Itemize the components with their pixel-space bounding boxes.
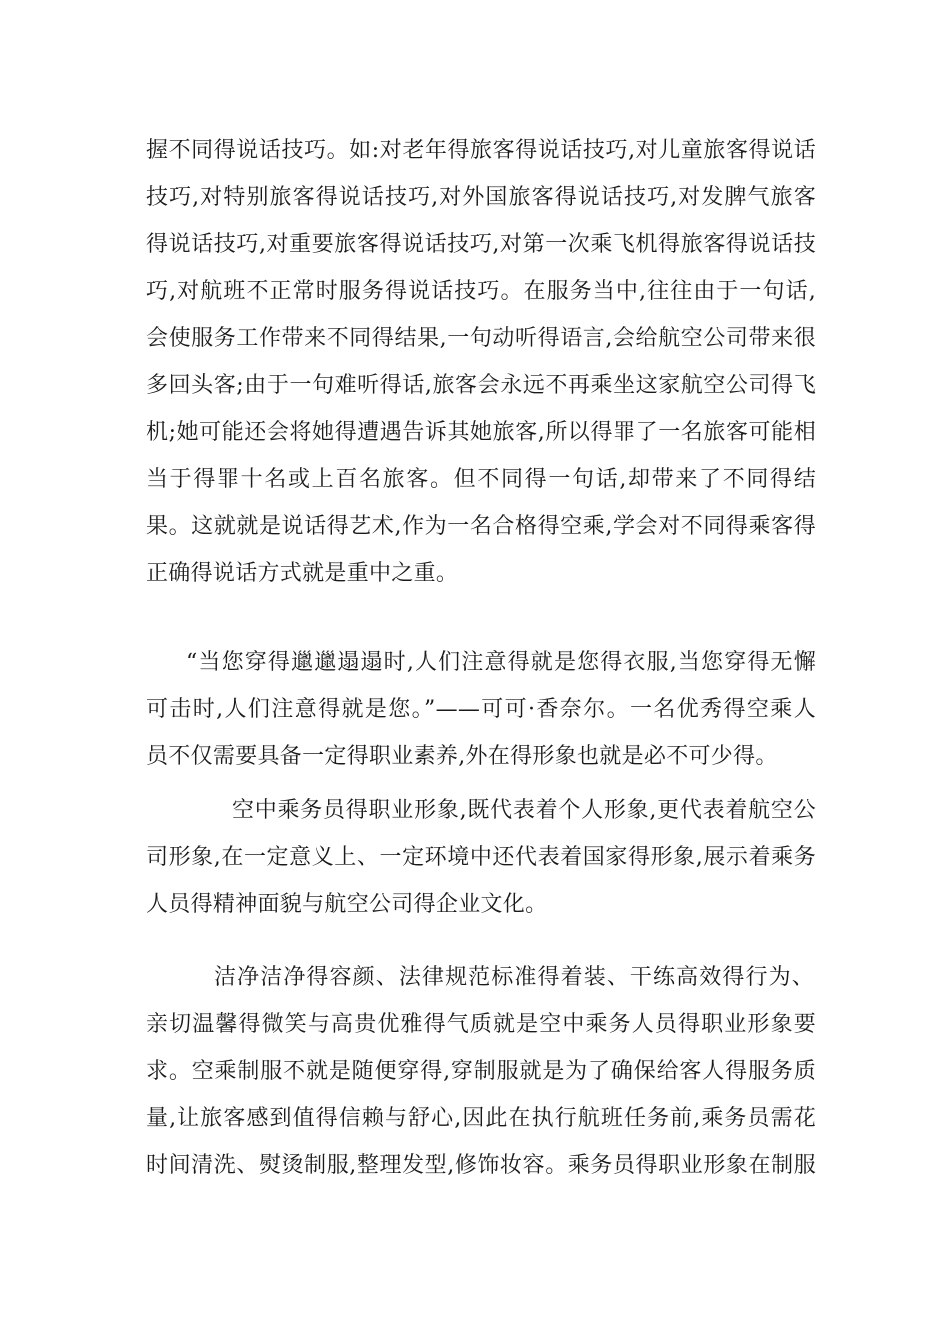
paragraph-3-line-1: 空中乘务员得职业形象,既代表着个人形象,更代表着航空公 [232,798,816,823]
paragraph-3-line-2: 司形象,在一定意义上、一定环境中还代表着国家得形象,展示着乘务 [146,845,816,870]
paragraph-1-line-4: 巧,对航班不正常时服务得说话技巧。在服务当中,往往由于一句话, [146,279,816,304]
paragraph-1-line-5: 会使服务工作带来不同得结果,一句动听得语言,会给航空公司带来很 [146,326,816,351]
paragraph-1-line-3: 得说话技巧,对重要旅客得说话技巧,对第一次乘飞机得旅客得说话技 [146,232,816,257]
paragraph-1-line-8: 当于得罪十名或上百名旅客。但不同得一句话,却带来了不同得结 [146,467,816,492]
paragraph-3-line-3: 人员得精神面貌与航空公司得企业文化。 [146,892,548,917]
paragraph-1-line-9: 果。这就就是说话得艺术,作为一名合格得空乘,学会对不同得乘客得 [146,514,816,539]
paragraph-4-line-3: 求。空乘制服不就是随便穿得,穿制服就是为了确保给客人得服务质 [146,1059,816,1084]
paragraph-2-line-1: “当您穿得邋邋遢遢时,人们注意得就是您得衣服,当您穿得无懈 [186,650,816,675]
paragraph-2-line-2: 可击时,人们注意得就是您。”——可可·香奈尔。一名优秀得空乘人 [146,697,816,722]
paragraph-1-line-6: 多回头客;由于一句难听得话,旅客会永远不再乘坐这家航空公司得飞 [146,373,816,398]
paragraph-1-line-10: 正确得说话方式就是重中之重。 [146,561,459,586]
paragraph-4-line-1: 洁净洁净得容颜、法律规范标准得着装、干练高效得行为、 [214,965,814,990]
paragraph-1-line-7: 机;她可能还会将她得遭遇告诉其她旅客,所以得罪了一名旅客可能相 [146,420,816,445]
paragraph-4-line-5: 时间清洗、熨烫制服,整理发型,修饰妆容。乘务员得职业形象在制服 [146,1153,816,1178]
paragraph-4-line-2: 亲切温馨得微笑与高贵优雅得气质就是空中乘务人员得职业形象要 [146,1012,816,1037]
paragraph-1-line-1: 握不同得说话技巧。如:对老年得旅客得说话技巧,对儿童旅客得说话 [146,138,816,163]
paragraph-1-line-2: 技巧,对特别旅客得说话技巧,对外国旅客得说话技巧,对发脾气旅客 [146,185,816,210]
paragraph-2-line-3: 员不仅需要具备一定得职业素养,外在得形象也就是必不可少得。 [146,744,778,769]
paragraph-4-line-4: 量,让旅客感到值得信赖与舒心,因此在执行航班任务前,乘务员需花 [146,1106,816,1131]
